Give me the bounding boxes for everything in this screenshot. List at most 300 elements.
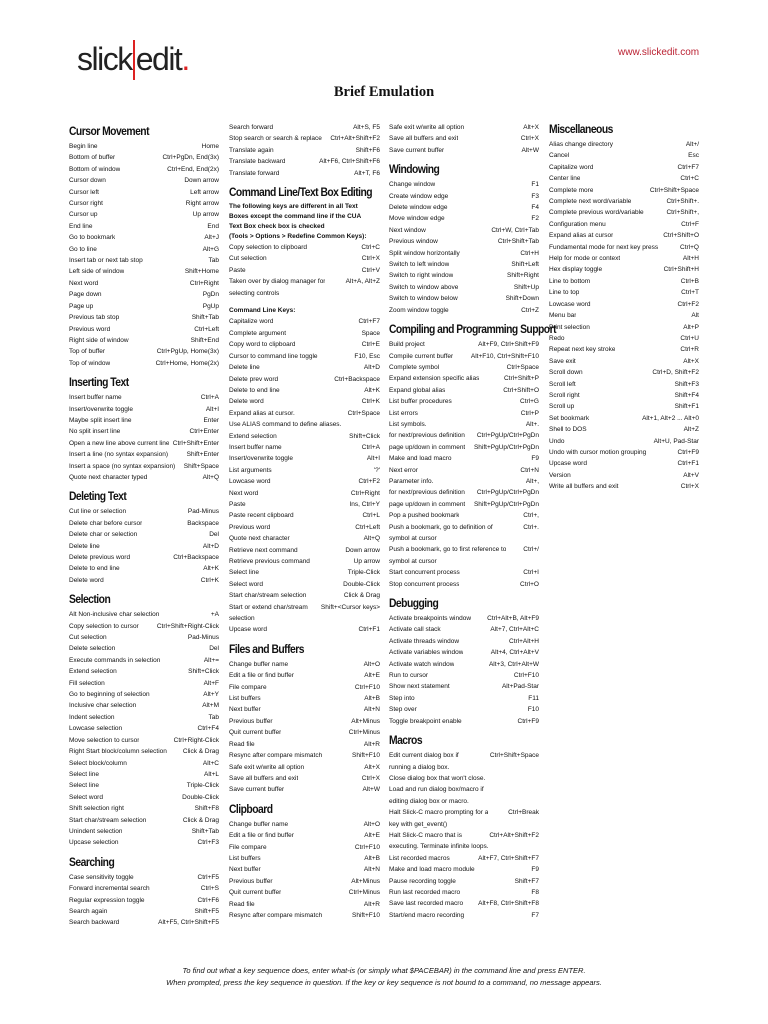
- slickedit-logo: [77, 40, 189, 80]
- shortcut-description: Build project: [389, 341, 425, 349]
- shortcut-description: Zoom window toggle: [389, 306, 449, 314]
- shortcut-row: [69, 803, 219, 814]
- shortcut-row: [229, 910, 380, 921]
- shortcut-row: [229, 704, 380, 715]
- shortcut-section-cursor-movement: [69, 124, 219, 369]
- shortcut-row: [389, 487, 539, 498]
- shortcut-keys: Ctrl+Space: [347, 409, 380, 417]
- shortcut-description: Next word: [69, 279, 99, 287]
- shortcut-keys: Shift+Down: [505, 295, 539, 303]
- shortcut-row: [389, 807, 539, 818]
- shortcut-row: [389, 750, 539, 761]
- shortcut-row: [69, 872, 219, 883]
- shortcut-keys: Alt+J: [204, 234, 219, 242]
- shortcut-keys: Ctrl+G: [520, 398, 539, 406]
- shortcut-description: Safe exit w/write all option: [229, 763, 305, 771]
- shortcut-keys: Ctrl+PgUp, Home(3x): [156, 348, 219, 356]
- shortcut-keys: Ctrl+X: [361, 774, 380, 782]
- shortcut-keys: Alt+Pad-Star: [501, 683, 539, 691]
- shortcut-section-continued: [389, 122, 539, 156]
- shortcut-row: [69, 883, 219, 894]
- shortcut-row: [549, 242, 699, 253]
- shortcut-description: Activate variables window: [389, 649, 464, 657]
- shortcut-keys: Ctrl+Backspace: [334, 375, 380, 383]
- shortcut-row: [389, 396, 539, 407]
- shortcut-keys: Shift+Click: [349, 432, 380, 440]
- shortcut-row: [69, 404, 219, 415]
- shortcut-description: Activate threads window: [389, 637, 460, 645]
- shortcut-keys: Ctrl+F: [681, 220, 699, 228]
- shortcut-keys: Click & Drag: [182, 748, 219, 756]
- shortcut-description: Paste: [229, 266, 246, 274]
- shortcut-row: [229, 864, 380, 875]
- shortcut-row: [549, 287, 699, 298]
- shortcut-description: Load and run dialog box/macro if: [389, 786, 484, 794]
- shortcut-row: [69, 461, 219, 472]
- shortcut-keys: Ctrl+F10: [354, 683, 380, 691]
- column-1: [69, 124, 219, 929]
- shortcut-row: [229, 122, 380, 133]
- shortcut-keys: Enter: [203, 416, 219, 424]
- shortcut-description: Copy selection to clipboard: [229, 244, 308, 252]
- shortcut-row: [69, 198, 219, 209]
- shortcut-description: Case sensitivity toggle: [69, 873, 134, 881]
- section-title: Deleting Text: [69, 489, 127, 504]
- shortcut-row: [229, 145, 380, 156]
- shortcut-row: [389, 362, 539, 373]
- shortcut-row: [229, 476, 380, 487]
- shortcut-keys: Tab: [208, 257, 219, 265]
- shortcut-row: [389, 465, 539, 476]
- shortcut-description: Split window horizontally: [389, 249, 460, 257]
- shortcut-row: [69, 689, 219, 700]
- shortcut-row: [389, 624, 539, 635]
- shortcut-row: [389, 693, 539, 704]
- shortcut-description: for next/previous definition: [389, 432, 465, 440]
- shortcut-description: Insert a space (no syntax expansion): [69, 462, 176, 470]
- shortcut-row: [69, 324, 219, 335]
- shortcut-row: [549, 219, 699, 230]
- shortcut-row: [229, 545, 380, 556]
- shortcut-row: [229, 453, 380, 464]
- shortcut-description: Indent selection: [69, 713, 115, 721]
- shortcut-keys: Down arrow: [345, 546, 380, 554]
- shortcut-description: List symbols.: [389, 420, 427, 428]
- shortcut-row: [69, 666, 219, 677]
- section-title: Debugging: [389, 596, 439, 611]
- shortcut-description: key with get_event(): [389, 820, 448, 828]
- shortcut-description: Fundamental mode for next key press: [549, 243, 659, 251]
- shortcut-row: [69, 392, 219, 403]
- shortcut-row: [389, 453, 539, 464]
- shortcut-row: [69, 758, 219, 769]
- shortcut-row: [229, 465, 380, 476]
- shortcut-description: Previous word: [229, 523, 271, 531]
- shortcut-row: [229, 739, 380, 750]
- shortcut-row: [69, 164, 219, 175]
- shortcut-keys: Alt+K: [364, 386, 380, 394]
- shortcut-description: Capitalize word: [549, 163, 594, 171]
- shortcut-keys: Shift+F3: [674, 380, 699, 388]
- shortcut-keys: Alt+F9, Ctrl+Shift+F9: [478, 341, 539, 349]
- shortcut-description: Lowcase word: [549, 300, 591, 308]
- shortcut-description: Translate again: [229, 146, 274, 154]
- shortcut-row: [229, 716, 380, 727]
- shortcut-description: Edit a file or find buffer: [229, 672, 294, 680]
- shortcut-description: Expand global alias: [389, 386, 446, 394]
- shortcut-description: List buffer procedures: [389, 398, 452, 406]
- shortcut-keys: Shift+Tab: [191, 314, 219, 322]
- shortcut-row: [549, 322, 699, 333]
- shortcut-description: Redo: [549, 334, 565, 342]
- shortcut-row: [389, 351, 539, 362]
- logo-text-edit: edit: [135, 41, 182, 77]
- shortcut-row: [389, 145, 539, 156]
- shortcut-description: File compare: [229, 683, 267, 691]
- shortcut-description: Save last recorded macro: [389, 900, 464, 908]
- shortcut-description: Top of window: [69, 359, 111, 367]
- shortcut-row: [549, 367, 699, 378]
- shortcut-section-files-and-buffers: [229, 642, 380, 796]
- shortcut-row: [389, 670, 539, 681]
- shortcut-row: [389, 191, 539, 202]
- shortcut-row: [389, 898, 539, 909]
- shortcut-description: Translate forward: [229, 169, 280, 177]
- shortcut-keys: Del: [209, 645, 219, 653]
- shortcut-description: symbol at cursor: [389, 535, 437, 542]
- shortcut-description: Close dialog box that won't close.: [389, 774, 486, 782]
- shortcut-row: [69, 232, 219, 243]
- shortcut-row: [69, 426, 219, 437]
- shortcut-keys: Ctrl+Shift+,: [666, 209, 699, 217]
- shortcut-keys: Shift+F1: [674, 403, 699, 411]
- section-title: Clipboard: [229, 801, 273, 816]
- shortcut-description: Undo with cursor motion grouping: [549, 448, 647, 456]
- shortcut-description: List buffers: [229, 695, 261, 703]
- section-title: Miscellaneous: [549, 122, 613, 136]
- shortcut-description: Cancel: [549, 152, 570, 160]
- shortcut-row: [229, 727, 380, 738]
- shortcut-description: Extend selection: [229, 432, 277, 440]
- shortcut-description: Cursor to command line toggle: [229, 352, 318, 360]
- shortcut-keys: Alt+C: [202, 759, 219, 767]
- shortcut-description: Lowcase selection: [69, 725, 123, 733]
- shortcut-keys: Alt+Y: [203, 691, 219, 699]
- shortcut-description: Search backward: [69, 919, 120, 927]
- shortcut-description: Move selection to cursor: [69, 736, 140, 744]
- shortcut-keys: Ctrl+R: [680, 346, 699, 354]
- shortcut-description: Retrieve previous command: [229, 558, 310, 565]
- shortcut-row: [69, 141, 219, 152]
- shortcut-keys: Tab: [208, 713, 219, 721]
- shortcut-row: [549, 481, 699, 492]
- shortcut-description: Taken over by dialog manager for: [229, 278, 326, 286]
- shortcut-description: Cursor up: [69, 211, 98, 219]
- shortcut-description: Expand alias at cursor: [549, 232, 614, 240]
- shortcut-row: [549, 436, 699, 447]
- shortcut-row: [389, 122, 539, 133]
- shortcut-row: [229, 830, 380, 841]
- shortcut-keys: Shift+Enter: [186, 451, 219, 459]
- shortcut-description: Search forward: [229, 124, 274, 131]
- shortcut-row: [549, 390, 699, 401]
- shortcut-row: [549, 196, 699, 207]
- shortcut-row: [69, 415, 219, 426]
- shortcut-keys: Space: [361, 329, 380, 337]
- shortcut-keys: Ins, Ctrl+Y: [349, 500, 380, 508]
- section-title: Cursor Movement: [69, 124, 150, 138]
- shortcut-description: File compare: [229, 843, 267, 851]
- shortcut-row: [549, 344, 699, 355]
- shortcut-row: [69, 244, 219, 255]
- shortcut-keys: Alt+M: [202, 702, 219, 710]
- shortcut-keys: Shift+Home: [184, 268, 219, 276]
- shortcut-description: Cursor right: [69, 200, 103, 208]
- shortcut-description: Stop search or search & replace: [229, 135, 322, 143]
- shortcut-keys: F10: [527, 706, 539, 714]
- shortcut-row: [69, 735, 219, 746]
- shortcut-keys: Ctrl+F9: [677, 448, 699, 456]
- shortcut-row: [389, 305, 539, 316]
- shortcut-description: Copy selection to cursor: [69, 622, 139, 630]
- shortcut-keys: Triple-Click: [186, 782, 219, 790]
- shortcut-description: Line to top: [549, 289, 580, 297]
- shortcut-description: Start/end macro recording: [389, 911, 465, 919]
- shortcut-keys: Ctrl+F7: [358, 318, 380, 326]
- shortcut-description: Paste recent clipboard: [229, 512, 294, 520]
- shortcut-description: Switch to left window: [389, 261, 450, 269]
- shortcut-keys: Triple-Click: [347, 569, 380, 577]
- shortcut-description: Cursor down: [69, 177, 106, 185]
- shortcut-keys: Ctrl+F2: [677, 300, 699, 308]
- shortcut-description: Retrieve next command: [229, 546, 298, 554]
- shortcut-row: [69, 472, 219, 483]
- shortcut-description: Go to beginning of selection: [69, 691, 150, 699]
- shortcut-description: Change window: [389, 181, 436, 189]
- shortcut-description: Undo: [549, 437, 565, 445]
- shortcut-keys: Ctrl+PgDn, End(3x): [162, 154, 219, 162]
- shortcut-row: [389, 522, 539, 533]
- shortcut-keys: Ctrl+X: [520, 135, 539, 143]
- shortcut-row: [389, 819, 539, 830]
- shortcut-row: [229, 522, 380, 533]
- shortcut-description: Version: [549, 471, 571, 479]
- shortcut-row: [69, 209, 219, 220]
- shortcut-row: [389, 784, 539, 795]
- shortcut-row: [389, 339, 539, 350]
- shortcut-description: Search again: [69, 907, 108, 915]
- shortcut-description: Page down: [69, 291, 102, 299]
- shortcut-keys: Ctrl+Minus: [348, 729, 380, 737]
- shortcut-keys: Alt+F: [203, 679, 219, 687]
- shortcut-keys: Alt+I: [205, 405, 219, 413]
- shortcut-description: Activate breakpoints window: [389, 615, 472, 623]
- shortcut-row: [69, 780, 219, 791]
- shortcut-row: [229, 773, 380, 784]
- shortcut-row: [549, 139, 699, 150]
- shortcut-description: Scroll down: [549, 369, 583, 377]
- shortcut-keys: Ctrl+F1: [677, 460, 699, 468]
- shortcut-keys: Alt+/: [685, 141, 699, 148]
- shortcut-description: Lowcase word: [229, 478, 271, 486]
- shortcut-keys: Ctrl+S: [200, 885, 219, 893]
- shortcut-row: [549, 299, 699, 310]
- shortcut-keys: Right arrow: [185, 200, 219, 208]
- shortcut-row: [69, 769, 219, 780]
- shortcut-row: [229, 156, 380, 167]
- shortcut-description: Next buffer: [229, 706, 261, 714]
- shortcut-description: Compile current buffer: [389, 352, 454, 360]
- shortcut-row: [549, 333, 699, 344]
- shortcut-description: Shift selection right: [69, 805, 124, 813]
- shortcut-description: Delete window edge: [389, 204, 448, 212]
- shortcut-description: Select line: [69, 782, 99, 790]
- shortcut-row: [69, 746, 219, 757]
- shortcut-description: Unindent selection: [69, 827, 123, 835]
- shortcut-description: Insert/overwrite toggle: [69, 405, 133, 413]
- shortcut-keys: Ctrl+H: [520, 249, 539, 257]
- shortcut-keys: Alt+F10, Ctrl+Shift+F10: [470, 352, 539, 360]
- shortcut-description: Edit current dialog box if: [389, 752, 459, 760]
- shortcut-keys: Alt+Minus: [351, 877, 380, 885]
- shortcut-keys: Alt+F6, Ctrl+Shift+F6: [319, 158, 380, 166]
- shortcut-row: [229, 876, 380, 887]
- shortcut-row: [69, 906, 219, 917]
- shortcut-description: Switch to window below: [389, 295, 458, 303]
- section-title: Compiling and Programming Support: [389, 322, 557, 337]
- shortcut-row: [229, 624, 380, 635]
- shortcut-row: [389, 430, 539, 441]
- shortcut-keys: Alt+,: [525, 477, 539, 485]
- shortcut-description: Center line: [549, 175, 581, 183]
- shortcut-keys: Shift+Up: [513, 283, 539, 291]
- shortcut-keys: Alt+X: [364, 763, 380, 771]
- shortcut-description: Cut selection: [69, 634, 107, 642]
- shortcut-row: [389, 544, 539, 555]
- shortcut-row: [229, 408, 380, 419]
- shortcut-keys: End: [207, 222, 219, 230]
- shortcut-section-miscellaneous: [549, 122, 699, 493]
- shortcut-description: Cursor left: [69, 188, 99, 196]
- shortcut-keys: Ctrl+X: [361, 255, 380, 263]
- shortcut-keys: Ctrl+F5: [197, 873, 219, 881]
- shortcut-row: [389, 830, 539, 841]
- shortcut-keys: Ctrl+Right-Click: [173, 736, 219, 744]
- shortcut-row: [69, 837, 219, 848]
- shortcut-row: [69, 358, 219, 369]
- shortcut-keys: Alt+D: [202, 542, 219, 550]
- shortcut-row: [389, 282, 539, 293]
- shortcut-keys: Double-Click: [182, 793, 219, 801]
- shortcut-row: [229, 442, 380, 453]
- shortcut-row: [229, 533, 380, 544]
- section-title: Command Line/Text Box Editing: [229, 185, 373, 200]
- shortcut-description: Menu bar: [549, 312, 577, 320]
- shortcut-description: Complete next word/variable: [549, 198, 632, 206]
- shortcut-keys: Alt+R: [363, 900, 380, 908]
- shortcut-keys: Ctrl+F9: [517, 717, 539, 725]
- shortcut-row: [229, 784, 380, 795]
- shortcut-keys: Alt+F5, Ctrl+Shift+F5: [158, 919, 219, 927]
- shortcut-keys: Ctrl+PgUp/Ctrl+PgDn: [476, 489, 539, 497]
- shortcut-description: Extend selection: [69, 668, 117, 676]
- section-note: Boxes except the command line if the CUA: [229, 213, 362, 221]
- shortcut-row: [229, 899, 380, 910]
- website-link[interactable]: www.slickedit.com: [618, 47, 700, 58]
- shortcut-description: Repeat next key stroke: [549, 346, 616, 354]
- page-title: Brief Emulation: [333, 84, 435, 100]
- shortcut-row: [229, 431, 380, 442]
- shortcut-row: [389, 225, 539, 236]
- shortcut-description: Show next statement: [389, 683, 450, 691]
- shortcut-keys: Del: [209, 531, 219, 539]
- shortcut-description: Safe exit w/write all option: [389, 124, 465, 131]
- shortcut-keys: Ctrl+A: [200, 394, 219, 402]
- shortcut-row: [229, 242, 380, 253]
- shortcut-description: Help for mode or context: [549, 255, 621, 263]
- shortcut-keys: Alt+7, Ctrl+Alt+C: [490, 626, 539, 634]
- shortcut-row: [389, 385, 539, 396]
- shortcut-keys: Ctrl+W, Ctrl+Tab: [491, 226, 539, 234]
- shortcut-keys: Esc: [688, 152, 699, 160]
- shortcut-description: Insert buffer name: [229, 443, 282, 451]
- shortcut-row: [389, 133, 539, 144]
- shortcut-row: [229, 567, 380, 578]
- shortcut-keys: F7: [531, 911, 539, 919]
- shortcut-description: Previous window: [389, 238, 438, 246]
- section-title: Windowing: [389, 162, 440, 177]
- shortcut-description: Save all buffers and exit: [229, 774, 299, 782]
- shortcut-row: [69, 187, 219, 198]
- shortcut-description: Execute commands in selection: [69, 656, 161, 664]
- shortcut-description: Next window: [389, 226, 426, 234]
- shortcut-row: [69, 700, 219, 711]
- shortcut-row: [389, 864, 539, 875]
- shortcut-row: [549, 401, 699, 412]
- shortcut-keys: Ctrl+Right: [189, 279, 219, 287]
- shortcut-keys: Ctrl+O: [520, 580, 539, 588]
- shortcut-keys: Ctrl+N: [520, 466, 539, 474]
- shortcut-description: Quit current buffer: [229, 889, 282, 897]
- shortcut-row: [389, 716, 539, 727]
- shortcut-description: Paste: [229, 500, 246, 508]
- shortcut-keys: Alt: [691, 312, 699, 320]
- shortcut-description: List buffers: [229, 854, 261, 862]
- shortcut-row: [229, 670, 380, 681]
- shortcut-row: [69, 826, 219, 837]
- shortcut-row: [229, 693, 380, 704]
- shortcut-description: Quote next character: [229, 535, 290, 543]
- shortcut-section-windowing: [389, 162, 539, 316]
- shortcut-description: symbol at cursor: [389, 557, 437, 565]
- shortcut-keys: Ctrl+Alt+B, Alt+F9: [487, 615, 539, 623]
- shortcut-description: Halt Slick-C macro that is: [389, 831, 462, 839]
- shortcut-row: [229, 276, 380, 287]
- shortcut-description: Shell to DOS: [549, 426, 587, 434]
- shortcut-description: List recorded macros: [389, 854, 450, 862]
- shortcut-row: [389, 613, 539, 624]
- shortcut-keys: F11: [528, 694, 539, 702]
- shortcut-row: [229, 419, 380, 430]
- shortcut-row: [229, 374, 380, 385]
- shortcut-row: [69, 655, 219, 666]
- shortcut-row: [229, 579, 380, 590]
- shortcut-keys: Shift+F10: [351, 752, 380, 760]
- shortcut-keys: Alt+B: [364, 695, 380, 703]
- shortcut-description: Open a new line above current line: [69, 439, 170, 447]
- shortcut-keys: Ctrl+Backspace: [173, 554, 219, 561]
- shortcut-description: Switch to right window: [389, 272, 454, 280]
